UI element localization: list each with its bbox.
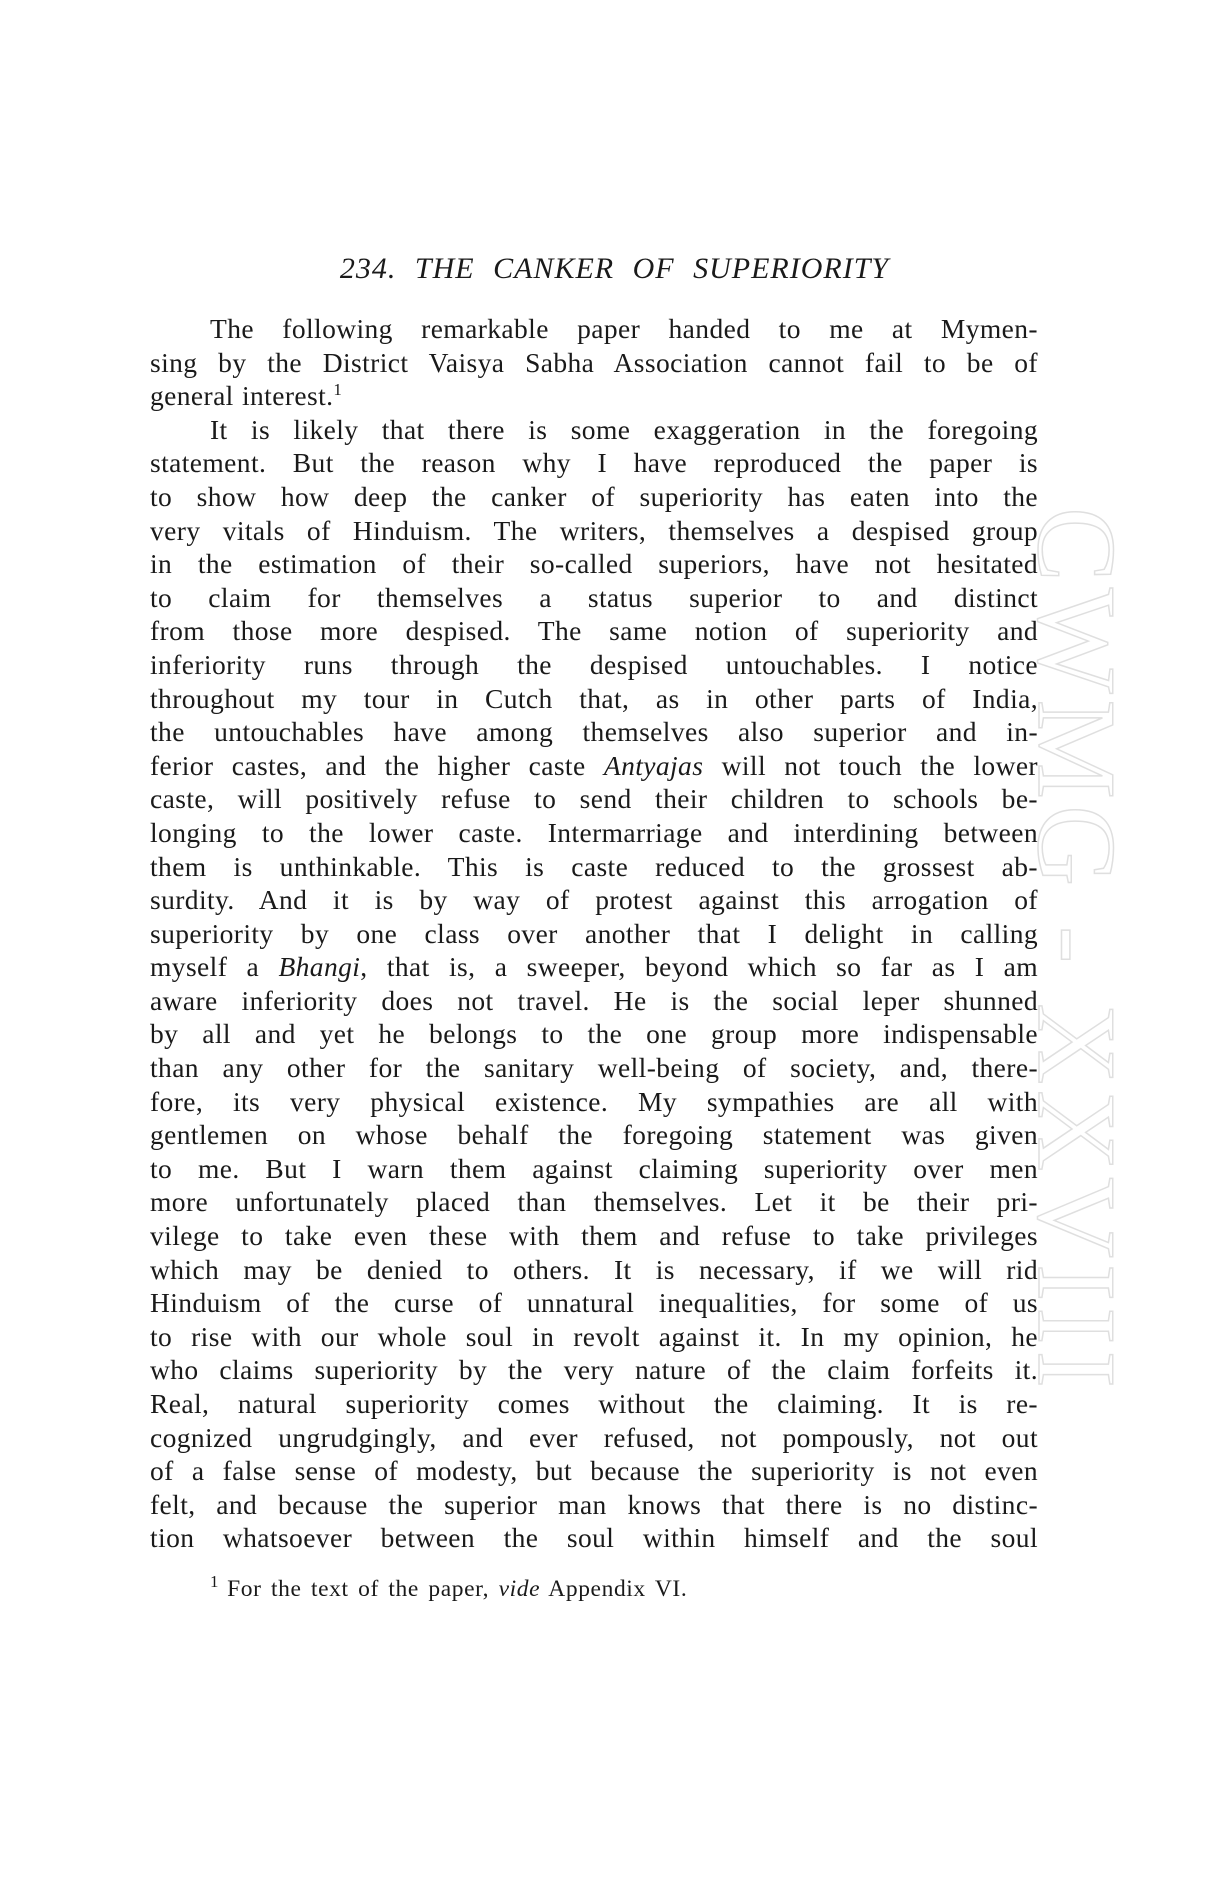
text-line: in the estimation of their so-called superiors, have not hesitated <box>150 548 1038 580</box>
text-line: them is unthinkable. This is caste reduced to the grossest ab- <box>150 850 1038 882</box>
footnote-reference: 1 <box>333 380 343 400</box>
text-line: ferior castes, and the higher caste Antyajas will not touch the lower <box>150 749 1038 781</box>
text-line: Hinduism of the curse of unnatural inequalities, for some of us <box>150 1287 1038 1319</box>
text-line: The following remarkable paper handed to me at Mymen- <box>210 313 1038 344</box>
text-line: myself a Bhangi, that is, a sweeper, beyond which so far as I am <box>150 951 1038 983</box>
text-line: It is likely that there is some exaggeration in the foregoing <box>210 413 1038 445</box>
page-title: 234. THE CANKER OF SUPERIORITY <box>339 252 890 285</box>
text-line: gentlemen on whose behalf the foregoing statement was given <box>150 1119 1038 1151</box>
text-line: fore, its very physical existence. My sympathies are all with <box>150 1085 1038 1117</box>
italic-term: Bhangi <box>278 951 361 983</box>
text-line: which may be denied to others. It is necessary, if we will rid <box>150 1253 1038 1285</box>
text-line: aware inferiority does not travel. He is the social leper shunned <box>150 984 1038 1016</box>
text-line: felt, and because the superior man knows that there is no distinc- <box>150 1488 1038 1520</box>
text-line: superiority by one class over another that I delight in calling <box>150 917 1038 949</box>
text-line: general interest.$^1$ <box>150 380 343 412</box>
text-line: sing by the District Vaisya Sabha Association cannot fail to be of <box>150 346 1038 378</box>
text-line: by all and yet he belongs to the one group more indispensable <box>150 1018 1038 1050</box>
text-line: very vitals of Hinduism. The writers, themselves a despised group <box>150 514 1038 546</box>
text-line: to me. But I warn them against claiming superiority over men <box>150 1152 1038 1184</box>
text-line: caste, will positively refuse to send their children to schools be- <box>150 783 1038 815</box>
text-line: cognized ungrudgingly, and ever refused, not pompously, not out <box>150 1421 1038 1453</box>
text-line: than any other for the sanitary well-being of society, and, there- <box>150 1052 1038 1084</box>
text-line: more unfortunately placed than themselves. Let it be their pri- <box>150 1186 1038 1218</box>
text-line: vilege to take even these with them and refuse to take privileges <box>150 1220 1038 1252</box>
text-line: of a false sense of modesty, but because the superiority is not even <box>150 1455 1038 1487</box>
text-line: tion whatsoever between the soul within himself and the soul <box>150 1522 1038 1554</box>
text-line: the untouchables have among themselves also superior and in- <box>150 716 1038 748</box>
text-line: longing to the lower caste. Intermarriage and interdining between <box>150 816 1038 848</box>
text-line: from those more despised. The same notion of superiority and <box>150 615 1038 647</box>
text-line: who claims superiority by the very nature of the claim forfeits it. <box>150 1354 1038 1386</box>
text-line: surdity. And it is by way of protest against this arrogation of <box>150 884 1038 916</box>
text-line: to claim for themselves a status superior to and distinct <box>150 581 1038 613</box>
italic-term: Antyajas <box>603 749 704 781</box>
paragraph-1 <box>150 312 1038 413</box>
italic-term: vide <box>498 1576 541 1602</box>
footnote-number: 1 <box>210 1572 220 1592</box>
watermark-text: CWMG - XXVIII <box>1013 506 1138 1394</box>
paragraph-2 <box>150 413 1038 1555</box>
footnote: $^1$ For the text of the paper, vide Appendix VI. <box>210 1572 688 1602</box>
text-line: to show how deep the canker of superiority has eaten into the <box>150 480 1038 512</box>
text-line: inferiority runs through the despised untouchables. I notice <box>150 648 1038 680</box>
text-line: Real, natural superiority comes without the claiming. It is re- <box>150 1388 1038 1419</box>
text-line: to rise with our whole soul in revolt against it. In my opinion, he <box>150 1320 1038 1352</box>
text-line: statement. But the reason why I have reproduced the paper is <box>150 447 1038 479</box>
text-line: throughout my tour in Cutch that, as in other parts of India, <box>150 682 1038 714</box>
body-text <box>150 312 1038 1555</box>
